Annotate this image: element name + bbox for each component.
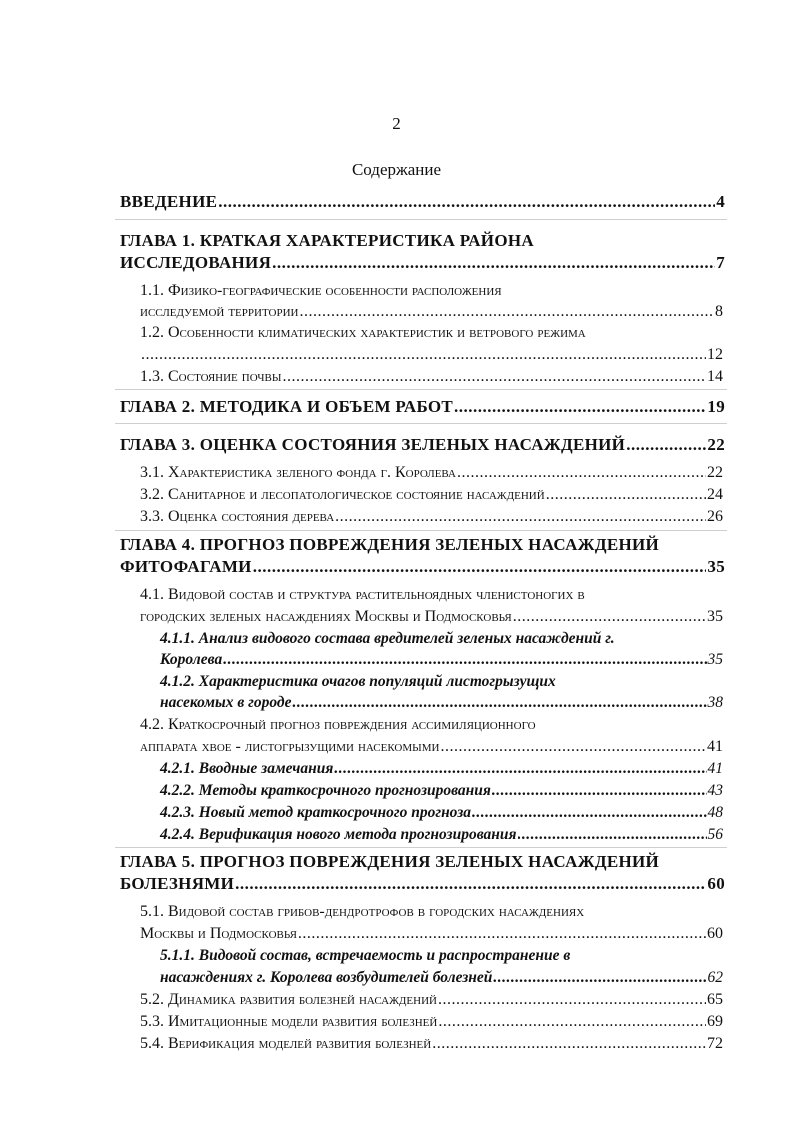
toc-entry-text: 4.2.3. Новый метод краткосрочного прогноза <box>160 804 472 821</box>
toc-entry-s4-2-4[interactable] <box>160 825 723 845</box>
toc-entry-s5-2[interactable] <box>140 990 723 1010</box>
page-number: 2 <box>392 114 401 133</box>
toc-entry-s3-1[interactable] <box>140 463 723 483</box>
toc-page-ref: 72 <box>707 1035 723 1052</box>
toc-page-ref: 56 <box>707 826 723 843</box>
toc-entry-text: 5.1. Видовой состав грибов-дендротрофов в городских насаждениях <box>140 903 585 920</box>
toc-page-ref: 22 <box>707 435 725 454</box>
toc-entry-s4-2-3[interactable] <box>160 803 723 823</box>
toc-entry-s5-4[interactable] <box>140 1034 723 1054</box>
toc-entry-s1-1[interactable] <box>140 302 723 322</box>
toc-entry-s4-2[interactable] <box>140 737 723 757</box>
divider <box>115 423 727 424</box>
toc-page-ref: 41 <box>707 738 723 755</box>
toc-entry-text: ГЛАВА 2. МЕТОДИКА И ОБЪЕМ РАБОТ <box>120 397 454 416</box>
toc-entry-text: 4.2.1. Вводные замечания <box>160 760 334 777</box>
toc-page-ref: 60 <box>707 925 723 942</box>
toc-entry-text: 4.2.4. Верификация нового метода прогнозирования <box>160 826 517 843</box>
toc-entry-s1-2-line1[interactable] <box>140 323 730 343</box>
toc-entry-text: ГЛАВА 1. КРАТКАЯ ХАРАКТЕРИСТИКА РАЙОНА <box>120 231 534 250</box>
toc-entry-text: Москвы и Подмосковья <box>140 925 297 942</box>
toc-entry-s1-1-line1[interactable] <box>140 281 723 301</box>
toc-entry-text: Королева <box>160 651 223 668</box>
toc-entry-s4-1-2-line1[interactable] <box>160 672 723 692</box>
divider <box>115 530 727 531</box>
toc-entry-s5-3[interactable] <box>140 1012 723 1032</box>
toc-page-ref: 38 <box>707 694 723 711</box>
toc-entry-text: 4.1.1. Анализ видового состава вредителей зеленых насаждений г. <box>160 630 615 647</box>
toc-entry-text: 4.2.2. Методы краткосрочного прогнозирования <box>160 782 491 799</box>
toc-entry-ch5[interactable] <box>120 874 725 894</box>
toc-page-ref: 41 <box>707 760 723 777</box>
toc-page-ref: 62 <box>707 969 723 986</box>
toc-entry-s1-2[interactable] <box>140 345 723 365</box>
toc-page-ref: 7 <box>716 253 725 272</box>
toc-entry-text: исследуемой территории <box>140 303 299 320</box>
toc-entry-text: 1.1. Физико-географические особенности расположения <box>140 282 502 299</box>
toc-page-ref: 43 <box>707 782 723 799</box>
toc-entry-text: 5.4. Верификация моделей развития болезней <box>140 1035 432 1052</box>
toc-page-ref: 24 <box>707 486 723 503</box>
toc-entry-s4-1-line1[interactable] <box>140 585 723 605</box>
toc-entry-text: 5.3. Имитационные модели развития болезней <box>140 1013 438 1030</box>
toc-entry-text: ГЛАВА 5. ПРОГНОЗ ПОВРЕЖДЕНИЯ ЗЕЛЕНЫХ НАСАЖДЕНИЙ <box>120 852 660 871</box>
toc-entry-s5-1[interactable] <box>140 924 723 944</box>
toc-entry-text: ИССЛЕДОВАНИЯ <box>120 253 272 272</box>
toc-page-ref: 22 <box>707 464 723 481</box>
toc-entry-text: ФИТОФАГАМИ <box>120 557 252 576</box>
toc-entry-text: 1.3. Состояние почвы <box>140 368 282 385</box>
toc-entry-ch4[interactable] <box>120 557 725 577</box>
toc-entry-s4-1-2[interactable] <box>160 693 723 713</box>
toc-entry-text: насекомых в городе <box>160 694 292 711</box>
toc-entry-text: ВВЕДЕНИЕ <box>120 192 218 211</box>
divider <box>115 847 727 848</box>
toc-entry-text: 4.2. Краткосрочный прогноз повреждения ассимиляционного <box>140 716 536 733</box>
toc-entry-s3-2[interactable] <box>140 485 723 505</box>
toc-entry-ch4-line1[interactable] <box>120 535 725 555</box>
toc-entry-text: ГЛАВА 3. ОЦЕНКА СОСТОЯНИЯ ЗЕЛЕНЫХ НАСАЖДЕНИЙ <box>120 435 626 454</box>
toc-entry-ch1-line1[interactable] <box>120 231 725 251</box>
toc-page-ref: 65 <box>707 991 723 1008</box>
toc-entry-text: ГЛАВА 4. ПРОГНОЗ ПОВРЕЖДЕНИЯ ЗЕЛЕНЫХ НАСАЖДЕНИЙ <box>120 535 660 554</box>
toc-entry-s3-3[interactable] <box>140 507 723 527</box>
toc-entry-s5-1-1-line1[interactable] <box>160 946 723 966</box>
toc-page-ref: 8 <box>715 303 723 320</box>
toc-entry-s4-2-line1[interactable] <box>140 715 723 735</box>
toc-entry-s1-3[interactable] <box>140 367 723 387</box>
toc-page-ref: 12 <box>707 346 723 363</box>
toc-entry-s4-1-1[interactable] <box>160 650 723 670</box>
toc-page-ref: 60 <box>707 874 725 893</box>
toc-entry-text: городских зеленых насаждениях Москвы и Подмосковья <box>140 608 512 625</box>
toc-entry-text: 1.2. Особенности климатических характеристик и ветрового режима <box>140 324 586 341</box>
toc-entry-ch2[interactable] <box>120 397 725 417</box>
toc-page-ref: 26 <box>707 508 723 525</box>
divider <box>115 219 727 220</box>
toc-entry-text: 5.1.1. Видовой состав, встречаемость и распространение в <box>160 947 571 964</box>
toc-entry-text: аппарата хвое - листогрызущими насекомыми <box>140 738 440 755</box>
toc-entry-ch5-line1[interactable] <box>120 852 725 872</box>
toc-entry-text: 4.1.2. Характеристика очагов популяций листогрызущих <box>160 673 556 690</box>
toc-entry-text: 4.1. Видовой состав и структура растительноядных членистоногих в <box>140 586 585 603</box>
toc-entry-text: БОЛЕЗНЯМИ <box>120 874 235 893</box>
toc-entry-text: насаждениях г. Королева возбудителей болезней <box>160 969 493 986</box>
toc-page-ref: 19 <box>707 397 725 416</box>
toc-page-ref: 35 <box>707 608 723 625</box>
toc-page-ref: 69 <box>707 1013 723 1030</box>
toc-page-ref: 48 <box>707 804 723 821</box>
toc-entry-s5-1-line1[interactable] <box>140 902 728 922</box>
toc-page-ref: 35 <box>707 651 723 668</box>
toc-entry-s4-2-1[interactable] <box>160 759 723 779</box>
toc-title: Содержание <box>351 160 442 179</box>
toc-entry-intro[interactable] <box>120 192 725 212</box>
toc-entry-text: 3.1. Характеристика зеленого фонда г. Королева <box>140 464 457 481</box>
divider <box>115 389 727 390</box>
toc-entry-ch3[interactable] <box>120 435 725 455</box>
toc-entry-s5-1-1[interactable] <box>160 968 723 988</box>
toc-page-ref: 35 <box>707 557 725 576</box>
toc-page-ref: 14 <box>707 368 723 385</box>
toc-entry-s4-1[interactable] <box>140 607 723 627</box>
toc-entry-text: 3.2. Санитарное и лесопатологическое состояние насаждений <box>140 486 545 503</box>
toc-entry-text: 5.2. Динамика развития болезней насаждений <box>140 991 437 1008</box>
toc-entry-s4-2-2[interactable] <box>160 781 723 801</box>
toc-entry-ch1[interactable] <box>120 253 725 273</box>
toc-entry-s4-1-1-line1[interactable] <box>160 629 723 649</box>
toc-entry-text: 3.3. Оценка состояния дерева <box>140 508 335 525</box>
toc-page-ref: 4 <box>716 192 725 211</box>
